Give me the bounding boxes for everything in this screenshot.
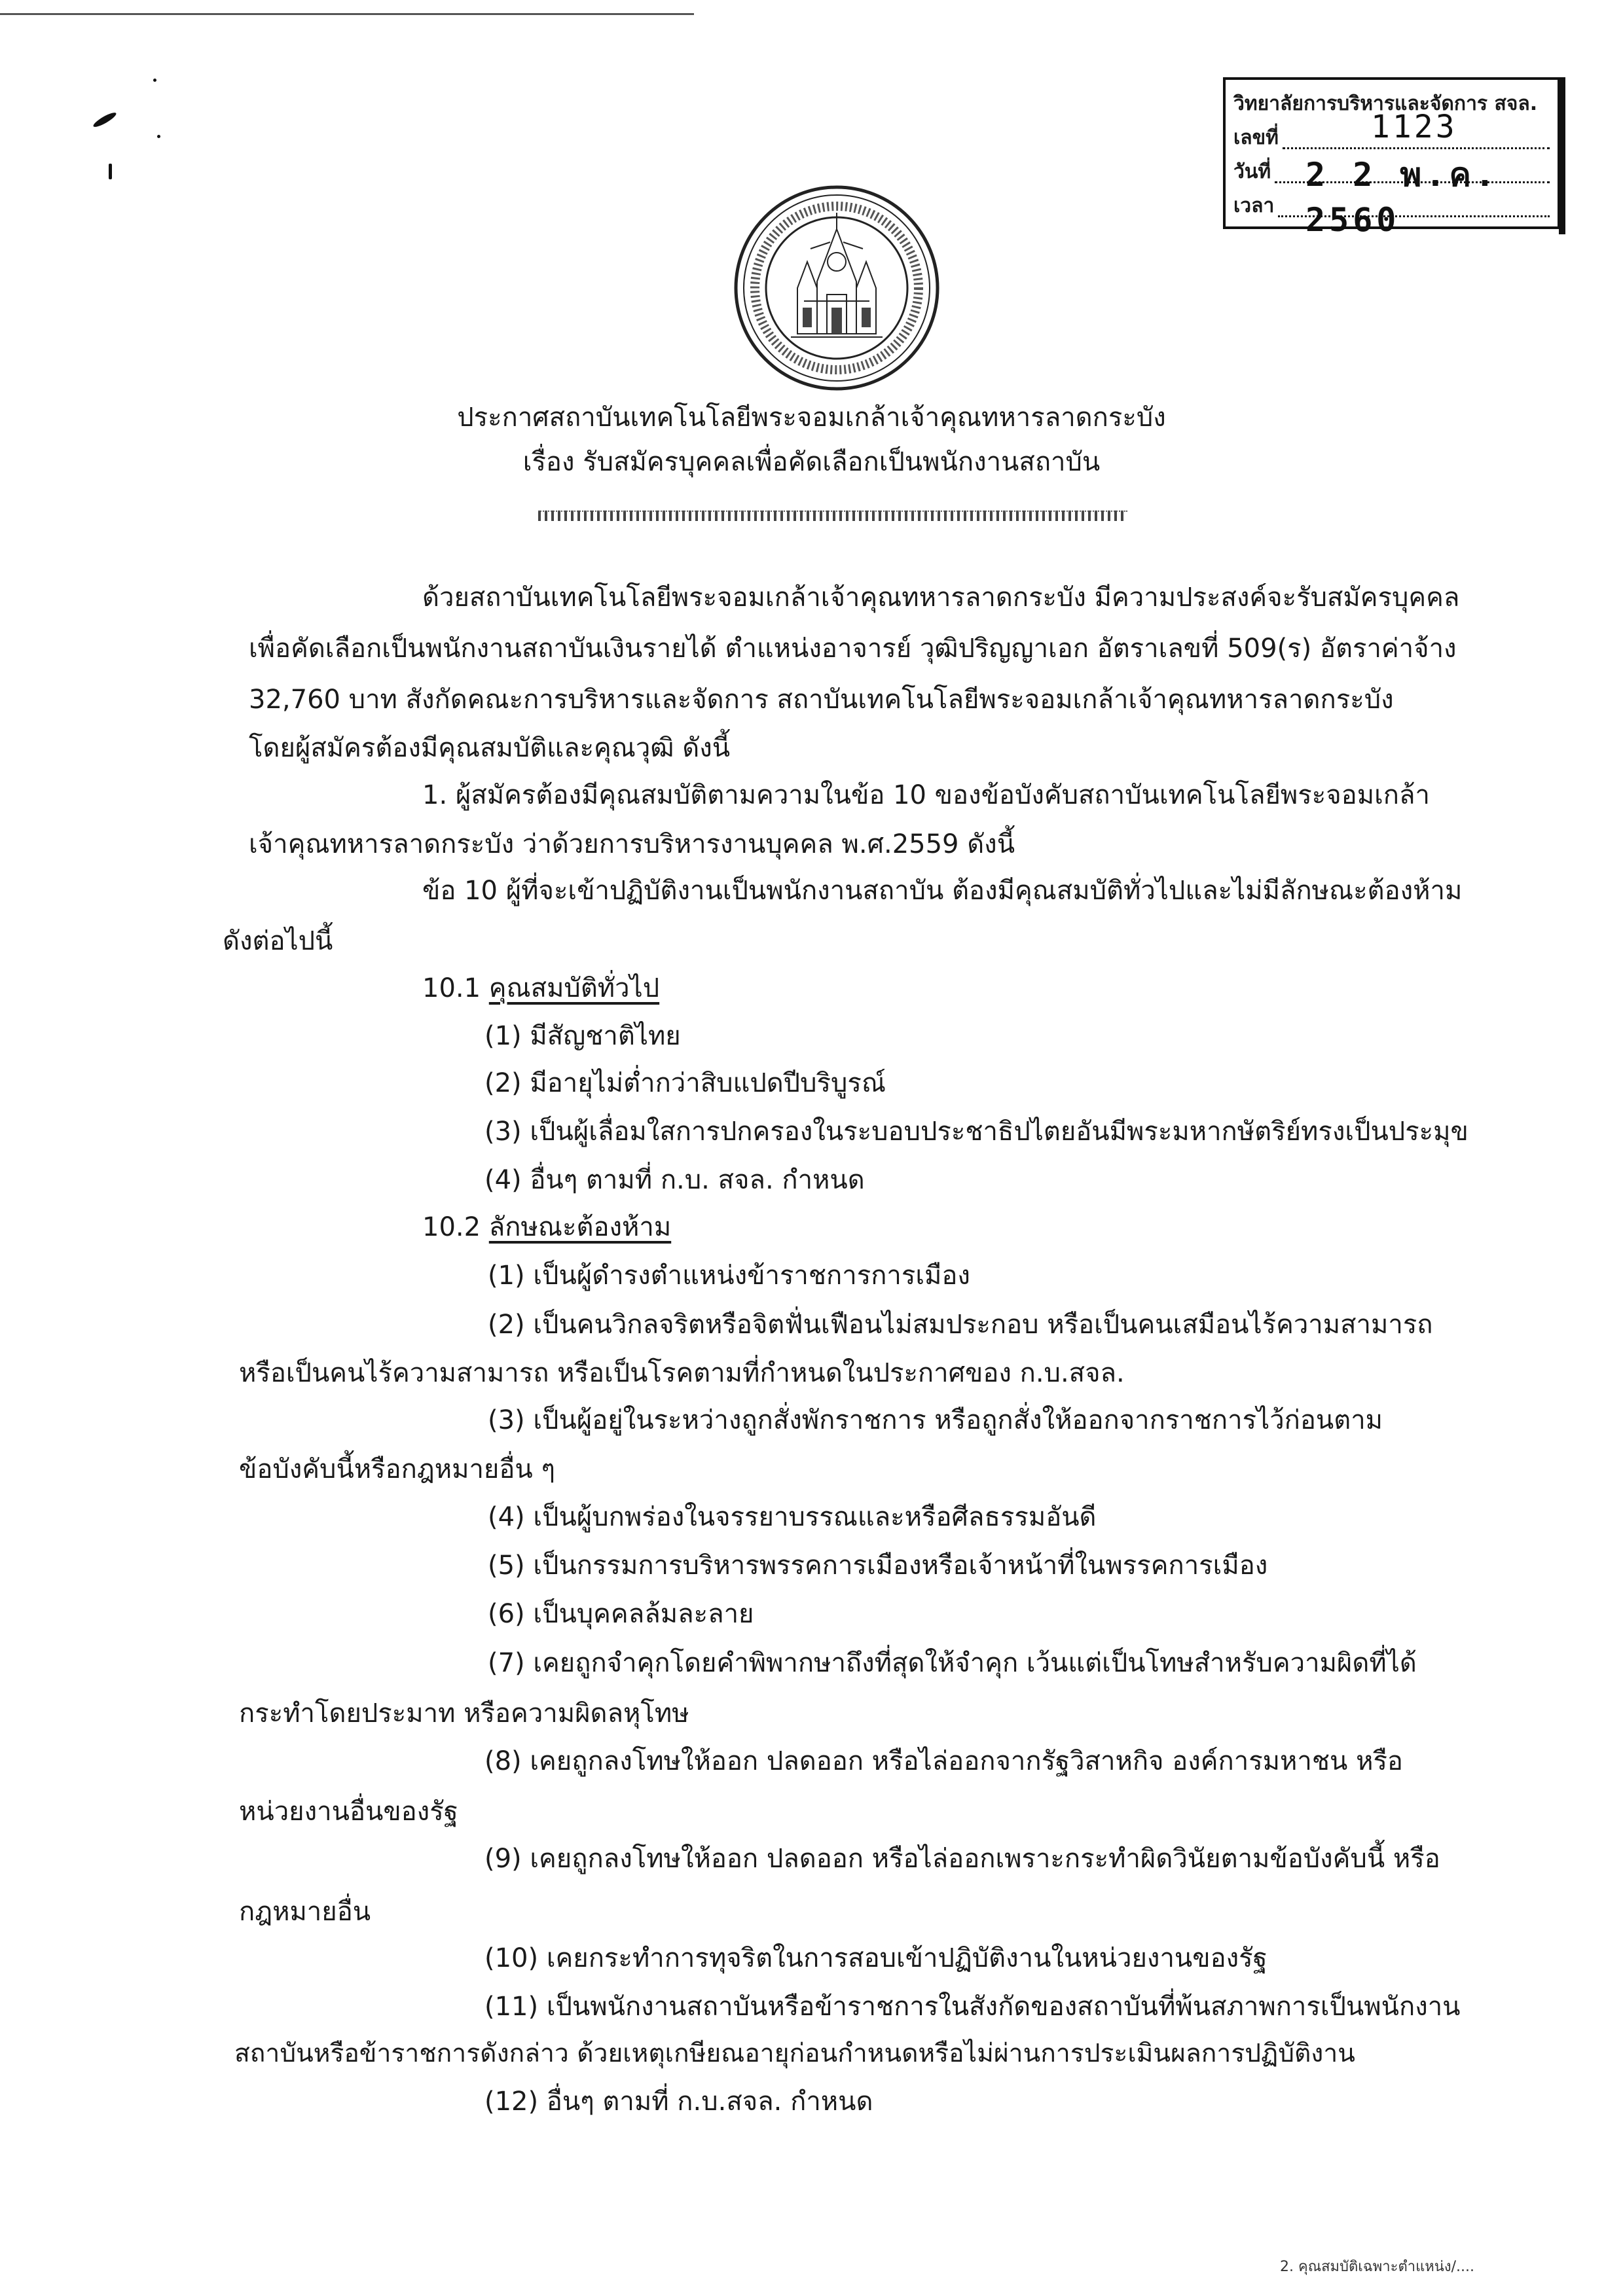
prohibition-line: (6) เป็นบุคคลล้มละลาย [488,1599,754,1629]
continuation-note: 2. คุณสมบัติเฉพาะตำแหน่ง/.... [1280,2259,1474,2275]
qualification-item: (2) มีอายุไม่ต่ำกว่าสิบแปดปีบริบูรณ์ [484,1068,886,1098]
stamp-date-value: 2 2 พ.ค. 2560 [1305,156,1499,239]
intro-line: ด้วยสถาบันเทคโนโลยีพระจอมเกล้าเจ้าคุณทหารลาดกระบัง มีความประสงค์จะรับสมัครบุคคล [422,583,1460,613]
scan-speck [157,135,160,138]
prohibition-line: หรือเป็นคนไร้ความสามารถ หรือเป็นโรคตามที่กำหนดในประกาศของ ก.บ.สจล. [239,1358,1125,1388]
prohibition-line: สถาบันหรือข้าราชการดังกล่าว ด้วยเหตุเกษียณอายุก่อนกำหนดหรือไม่ผ่านการประเมินผลการปฏิบัติงาน [234,2039,1355,2068]
announcement-title: ประกาศสถาบันเทคโนโลยีพระจอมเกล้าเจ้าคุณทหารลาดกระบัง [457,403,1166,433]
prohibition-line: (1) เป็นผู้ดำรงตำแหน่งข้าราชการการเมือง [488,1261,970,1291]
qualification-item: (4) อื่นๆ ตามที่ ก.บ. สจล. กำหนด [484,1165,865,1195]
prohibition-line: กระทำโดยประมาท หรือความผิดลหุโทษ [239,1698,689,1729]
qualification-item: (1) มีสัญชาติไทย [484,1021,681,1051]
item1-line: 1. ผู้สมัครต้องมีคุณสมบัติตามความในข้อ 10 ของข้อบังคับสถาบันเทคโนโลยีพระจอมเกล้า [422,780,1430,810]
section-10-2-number: 10.2 [422,1212,481,1242]
prohibition-line: (2) เป็นคนวิกลจริตหรือจิตฟั่นเฟือนไม่สมประกอบ หรือเป็นคนเสมือนไร้ความสามารถ [488,1310,1433,1340]
receipt-stamp [1223,77,1560,239]
kmitl-emblem-icon [732,183,941,393]
prohibition-line: (10) เคยกระทำการทุจริตในการสอบเข้าปฏิบัติงานในหน่วยงานของรัฐ [484,1943,1267,1973]
section-10-1-title: คุณสมบัติทั่วไป [488,973,660,1003]
section-10-1-number: 10.1 [422,973,481,1003]
clause10-line: ข้อ 10 ผู้ที่จะเข้าปฏิบัติงานเป็นพนักงานสถาบัน ต้องมีคุณสมบัติทั่วไปและไม่มีลักษณะต้องห้าม [422,876,1463,906]
prohibition-line: (8) เคยถูกลงโทษให้ออก ปลดออก หรือไล่ออกจากรัฐวิสาหกิจ องค์การมหาชน หรือ [484,1746,1403,1776]
qualification-item: (3) เป็นผู้เลื่อมใสการปกครองในระบอบประชาธิปไตยอันมีพระมหากษัตริย์ทรงเป็นประมุข [484,1117,1468,1147]
scan-speck [153,79,156,82]
section-10-1-heading [422,970,659,1007]
intro-line: เพื่อคัดเลือกเป็นพนักงานสถาบันเงินรายได้ ตำแหน่งอาจารย์ วุฒิปริญญาเอก อัตราเลขที่ 509(ร) อัตราค่าจ้าง [249,634,1457,664]
prohibition-line: กฎหมายอื่น [239,1897,371,1927]
prohibition-line: (7) เคยถูกจำคุกโดยคำพิพากษาถึงที่สุดให้จำคุก เว้นแต่เป็นโทษสำหรับความผิดที่ได้ [488,1648,1417,1678]
stamp-number-label: เลขที่ [1233,126,1279,149]
intro-line: โดยผู้สมัครต้องมีคุณสมบัติและคุณวุฒิ ดังนี้ [249,733,731,763]
prohibition-line: (4) เป็นผู้บกพร่องในจรรยาบรรณและหรือศีลธรรมอันดี [488,1502,1097,1532]
announcement-subject: เรื่อง รับสมัครบุคคลเพื่อคัดเลือกเป็นพนักงานสถาบัน [522,447,1101,477]
prohibition-line: (3) เป็นผู้อยู่ในระหว่างถูกสั่งพักราชการ หรือถูกสั่งให้ออกจากราชการไว้ก่อนตาม [488,1405,1383,1435]
prohibition-line: ข้อบังคับนี้หรือกฎหมายอื่น ๆ [239,1454,555,1484]
stamp-time-label: เวลา [1233,194,1275,217]
stamp-date-label: วันที่ [1233,160,1271,183]
section-10-2-heading [422,1209,671,1246]
prohibition-line: (11) เป็นพนักงานสถาบันหรือข้าราชการในสังกัดของสถาบันที่พ้นสภาพการเป็นพนักงาน [484,1992,1461,2022]
stamp-number-value: 1123 [1371,109,1457,145]
section-10-2-title: ลักษณะต้องห้าม [488,1212,672,1242]
heading-divider [538,511,1127,521]
scan-speck [109,164,112,179]
prohibition-line: (5) เป็นกรรมการบริหารพรรคการเมืองหรือเจ้าหน้าที่ในพรรคการเมือง [488,1551,1268,1581]
item1-line: เจ้าคุณทหารลาดกระบัง ว่าด้วยการบริหารงานบุคคล พ.ศ.2559 ดังนี้ [249,829,1015,859]
prohibition-line: (12) อื่นๆ ตามที่ ก.บ.สจล. กำหนด [484,2087,873,2117]
stamp-shadow [1559,77,1565,234]
intro-line: 32,760 บาท สังกัดคณะการบริหารและจัดการ สถาบันเทคโนโลยีพระจอมเกล้าเจ้าคุณทหารลาดกระบัง [249,685,1394,715]
clause10-line: ดังต่อไปนี้ [223,926,333,956]
stamp-org: วิทยาลัยการบริหารและจัดการ สจล. [1233,92,1538,115]
prohibition-line: (9) เคยถูกลงโทษให้ออก ปลดออก หรือไล่ออกเพราะกระทำผิดวินัยตามข้อบังคับนี้ หรือ [484,1844,1440,1874]
prohibition-line: หน่วยงานอื่นของรัฐ [239,1797,458,1827]
scan-speck [92,111,118,130]
scan-edge-line [0,13,694,15]
